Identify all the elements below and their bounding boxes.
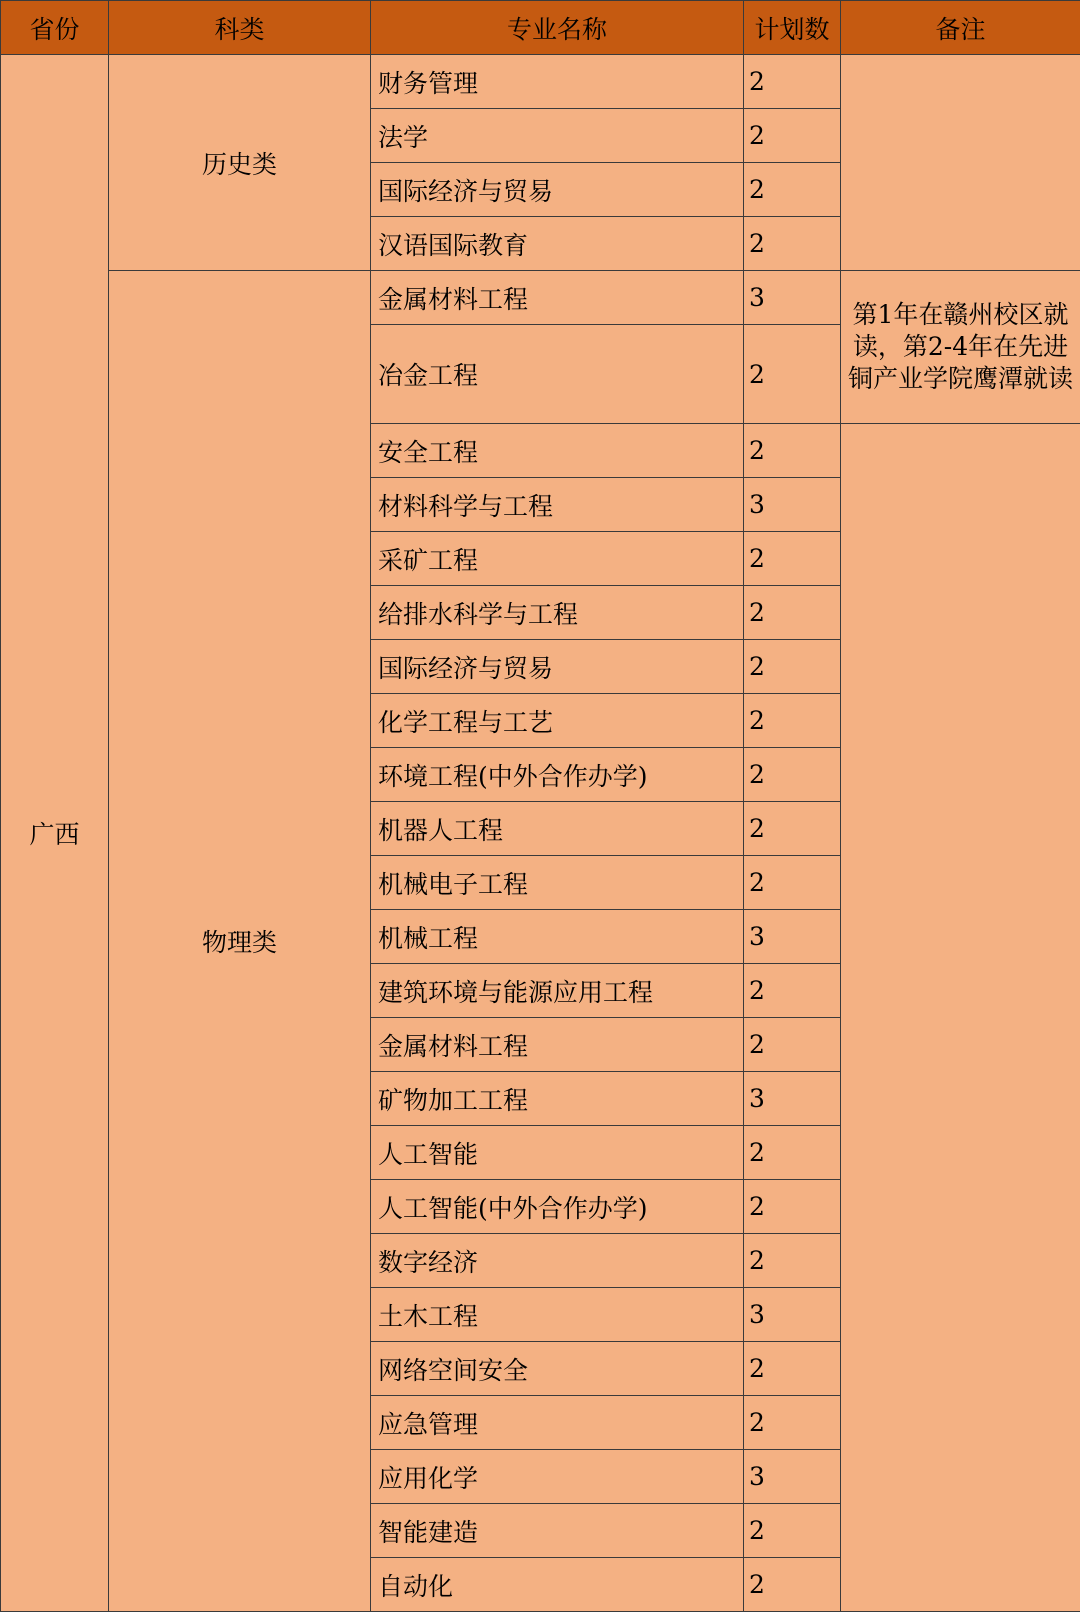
- header-category: 科类: [109, 1, 371, 55]
- major-cell: 机械电子工程: [371, 856, 744, 910]
- major-cell: 网络空间安全: [371, 1342, 744, 1396]
- major-cell: 冶金工程: [371, 325, 744, 424]
- major-cell: 应用化学: [371, 1450, 744, 1504]
- plan-cell: 2: [744, 1396, 841, 1450]
- plan-cell: 2: [744, 325, 841, 424]
- plan-cell: 3: [744, 1450, 841, 1504]
- major-cell: 汉语国际教育: [371, 217, 744, 271]
- plan-cell: 3: [744, 1072, 841, 1126]
- major-cell: 智能建造: [371, 1504, 744, 1558]
- header-major: 专业名称: [371, 1, 744, 55]
- major-cell: 给排水科学与工程: [371, 586, 744, 640]
- note-cell-empty: [841, 55, 1080, 271]
- major-cell: 环境工程(中外合作办学): [371, 748, 744, 802]
- plan-cell: 2: [744, 1504, 841, 1558]
- plan-cell: 2: [744, 532, 841, 586]
- plan-cell: 2: [744, 586, 841, 640]
- plan-cell: 2: [744, 109, 841, 163]
- plan-cell: 2: [744, 640, 841, 694]
- plan-cell: 3: [744, 478, 841, 532]
- major-cell: 自动化: [371, 1558, 744, 1612]
- major-cell: 国际经济与贸易: [371, 640, 744, 694]
- major-cell: 土木工程: [371, 1288, 744, 1342]
- major-cell: 机器人工程: [371, 802, 744, 856]
- province-cell: 广西: [1, 55, 109, 1612]
- plan-cell: 3: [744, 1288, 841, 1342]
- plan-cell: 2: [744, 1234, 841, 1288]
- plan-cell: 2: [744, 217, 841, 271]
- header-note: 备注: [841, 1, 1080, 55]
- plan-cell: 2: [744, 55, 841, 109]
- major-cell: 数字经济: [371, 1234, 744, 1288]
- header-plan: 计划数: [744, 1, 841, 55]
- major-cell: 金属材料工程: [371, 271, 744, 325]
- plan-cell: 3: [744, 271, 841, 325]
- plan-cell: 2: [744, 1342, 841, 1396]
- header-row: [1, 1, 1080, 55]
- major-cell: 法学: [371, 109, 744, 163]
- major-cell: 矿物加工工程: [371, 1072, 744, 1126]
- plan-cell: 2: [744, 163, 841, 217]
- major-cell: 金属材料工程: [371, 1018, 744, 1072]
- major-cell: 机械工程: [371, 910, 744, 964]
- note-cell: 第1年在赣州校区就读，第2-4年在先进铜产业学院鹰潭就读: [841, 271, 1080, 424]
- major-cell: 建筑环境与能源应用工程: [371, 964, 744, 1018]
- plan-cell: 2: [744, 1126, 841, 1180]
- note-cell-empty: [841, 424, 1080, 1612]
- category-history: 历史类: [109, 55, 371, 271]
- major-cell: 人工智能: [371, 1126, 744, 1180]
- plan-cell: 3: [744, 910, 841, 964]
- major-cell: 应急管理: [371, 1396, 744, 1450]
- table-row: [1, 271, 1080, 325]
- plan-cell: 2: [744, 748, 841, 802]
- plan-cell: 2: [744, 1180, 841, 1234]
- plan-cell: 2: [744, 694, 841, 748]
- major-cell: 化学工程与工艺: [371, 694, 744, 748]
- plan-cell: 2: [744, 802, 841, 856]
- major-cell: 国际经济与贸易: [371, 163, 744, 217]
- major-cell: 材料科学与工程: [371, 478, 744, 532]
- plan-cell: 2: [744, 856, 841, 910]
- major-cell: 安全工程: [371, 424, 744, 478]
- major-cell: 人工智能(中外合作办学): [371, 1180, 744, 1234]
- major-cell: 采矿工程: [371, 532, 744, 586]
- plan-cell: 2: [744, 1558, 841, 1612]
- header-province: 省份: [1, 1, 109, 55]
- plan-cell: 2: [744, 1018, 841, 1072]
- plan-cell: 2: [744, 964, 841, 1018]
- major-cell: 财务管理: [371, 55, 744, 109]
- plan-cell: 2: [744, 424, 841, 478]
- table-row: [1, 55, 1080, 109]
- category-physics: 物理类: [109, 271, 371, 1612]
